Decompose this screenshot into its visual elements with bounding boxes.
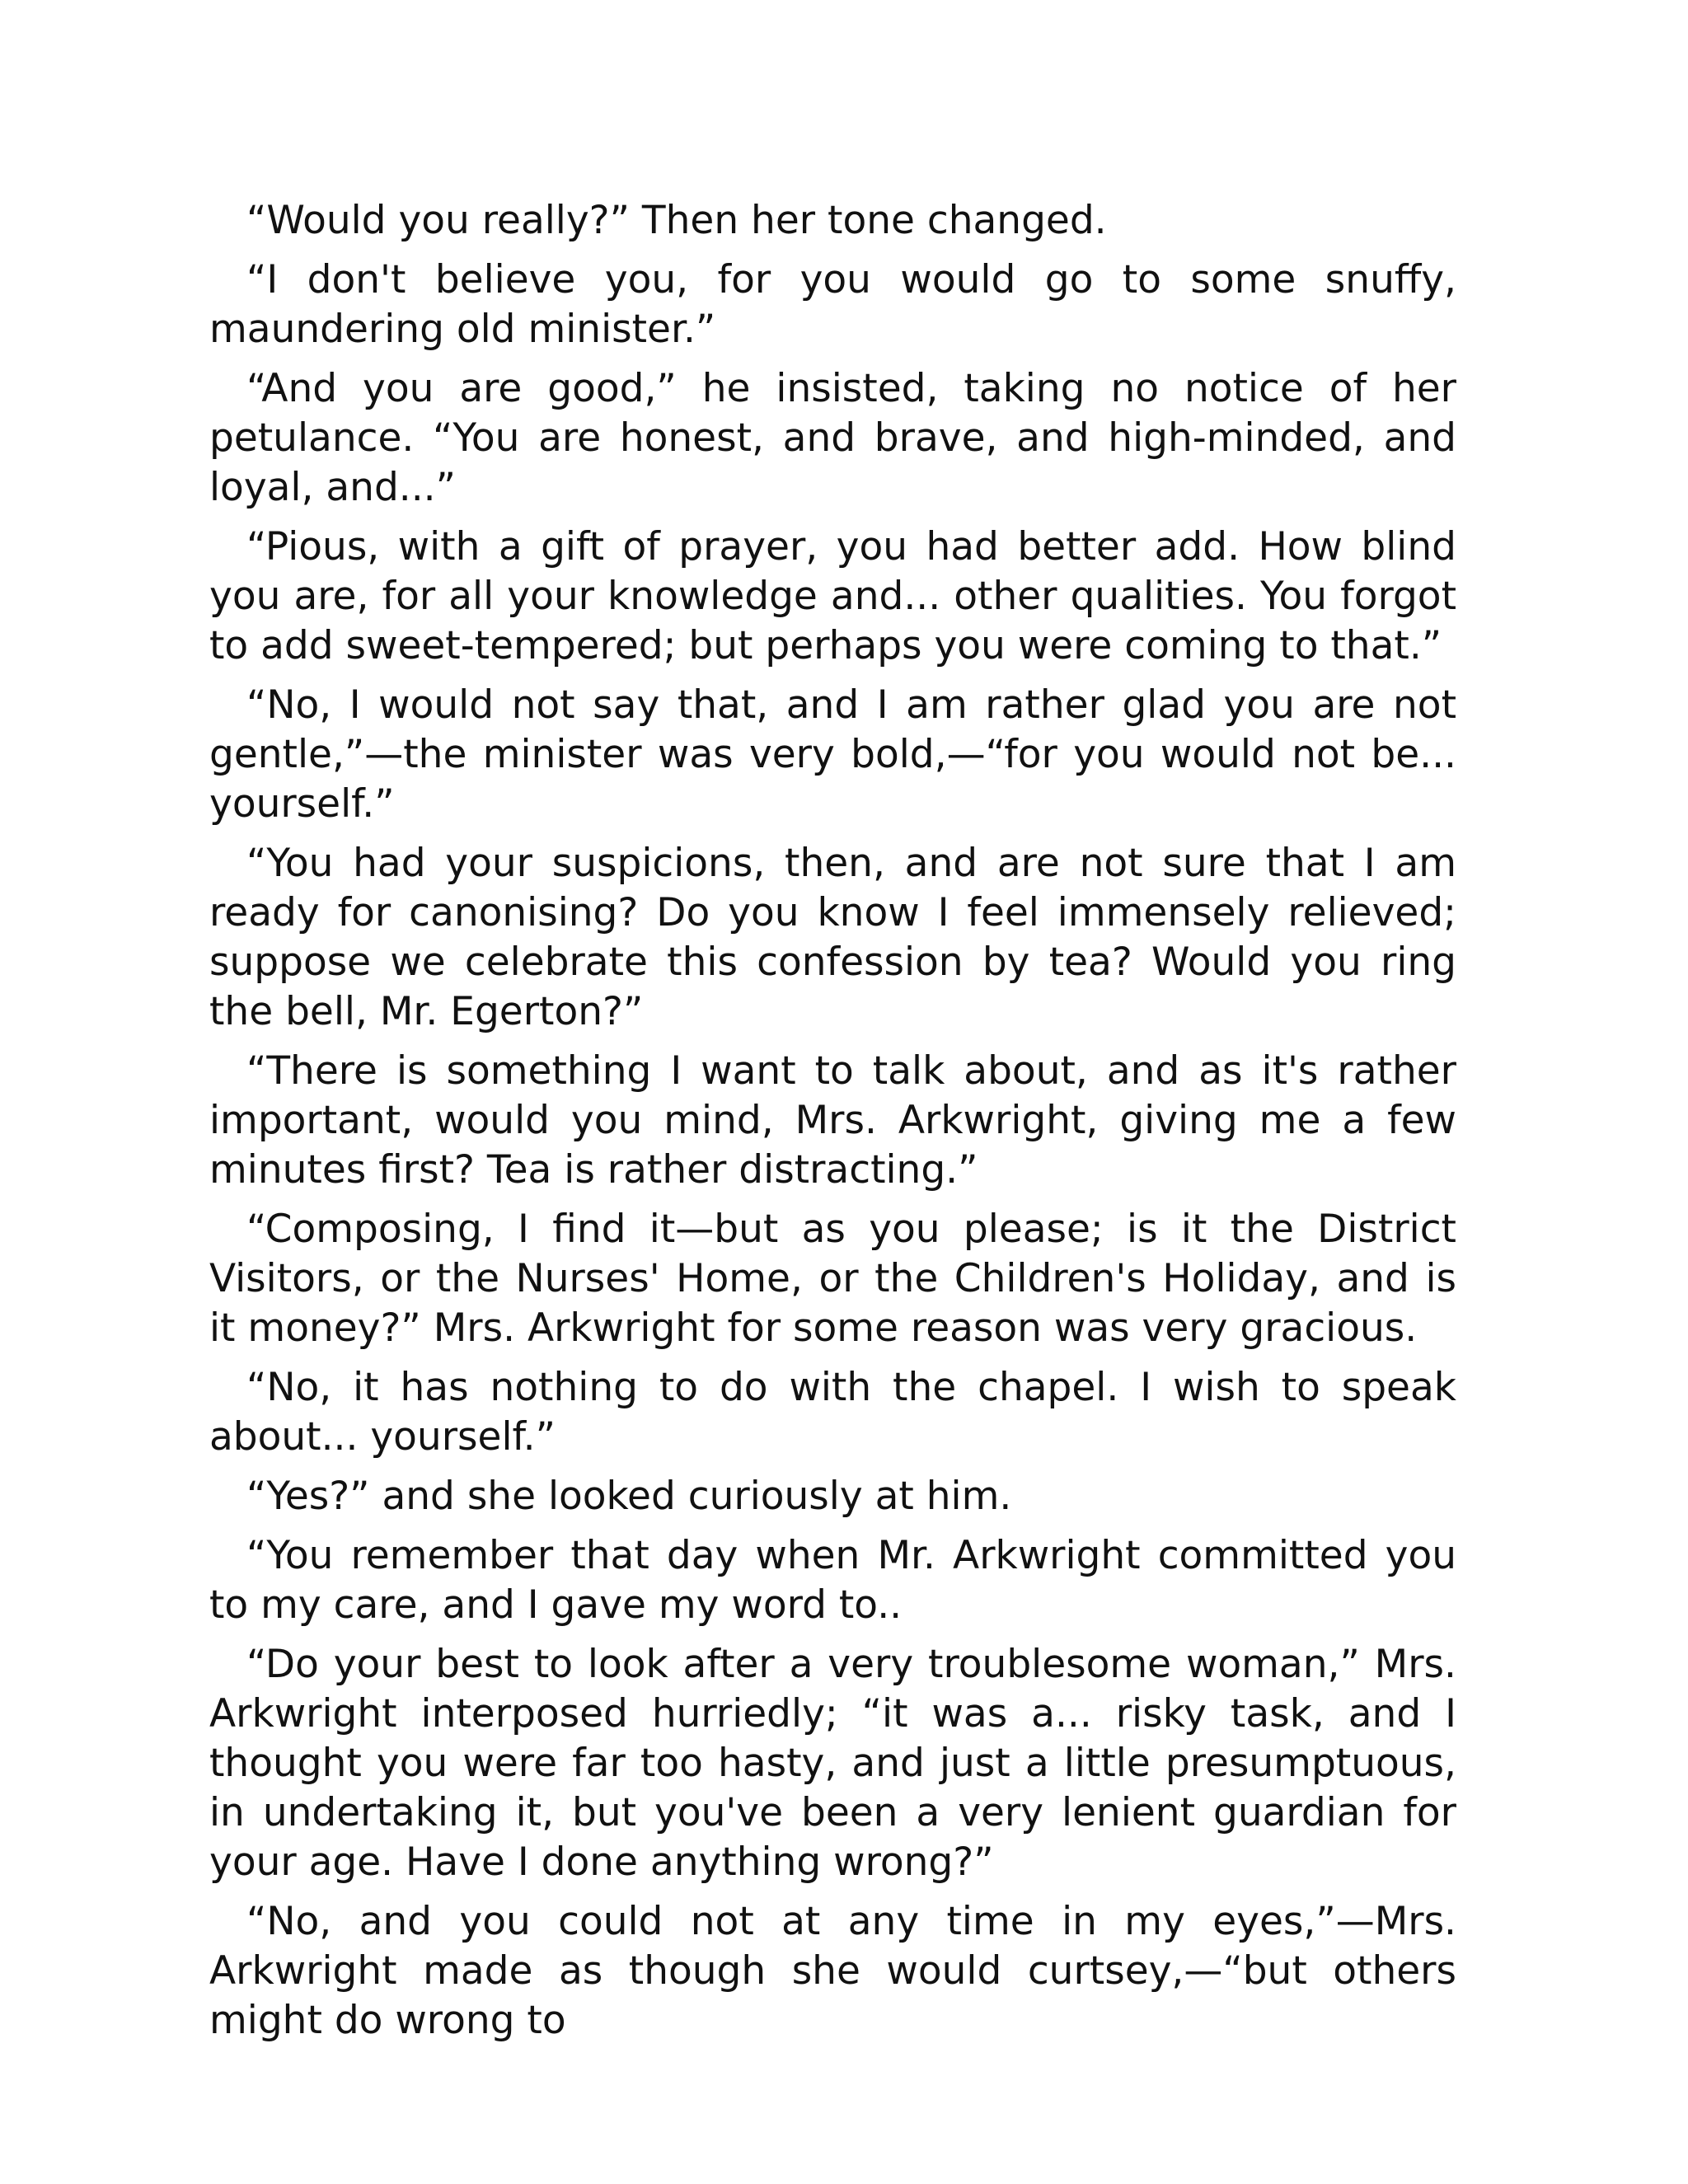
paragraph: “Yes?” and she looked curiously at him. [246, 1474, 1012, 1519]
paragraph: “And you are good,” he insisted, taking no notice of her petulance. “You are honest, and brave, and high-minded, and loyal, and...” [209, 366, 1456, 510]
paragraph: “Composing, I find it—but as you please; is it the District Visitors, or the Nurses' Home, or the Children's Holiday, and is it money?” Mrs. Arkwright for some reason was very gracious. [209, 1207, 1456, 1351]
paragraph: “There is something I want to talk about, and as it's rather important, would you mind, Mrs. Arkwright, giving me a few minutes first? Tea is rather distracting.” [209, 1048, 1456, 1193]
page-text [209, 196, 1456, 2055]
paragraph: “I don't believe you, for you would go to some snuffy, maundering old minister.” [209, 257, 1456, 352]
paragraph: “Would you really?” Then her tone changed. [246, 198, 1107, 243]
paragraph: “You remember that day when Mr. Arkwright committed you to my care, and I gave my word to.. [209, 1533, 1456, 1628]
paragraph-last: “No, and you could not at any time in my eyes,”—Mrs. Arkwright made as though she would curtsey,—“but others might do wrong to [209, 1899, 1456, 2043]
paragraph: “No, it has nothing to do with the chapel. I wish to speak about... yourself.” [209, 1365, 1456, 1460]
paragraph: “You had your suspicions, then, and are not sure that I am ready for canonising? Do you know I feel immensely relieved; suppose we celebrate this confession by tea? Would you ring the bell, Mr. Egerton?” [209, 841, 1456, 1034]
paragraph: “No, I would not say that, and I am rather glad you are not gentle,”—the minister was very bold,—“for you would not be... yourself.” [209, 682, 1456, 827]
paragraph: “Do your best to look after a very troublesome woman,” Mrs. Arkwright interposed hurriedly; “it was a... risky task, and I thought you were far too hasty, and just a little presumptuous, in undertaking it, but you've been a very lenient guardian for your age. Have I done anything wrong?” [209, 1642, 1456, 1885]
paragraph: “Pious, with a gift of prayer, you had better add. How blind you are, for all your knowledge and... other qualities. You forgot to add sweet-tempered; but perhaps you were coming to that.” [209, 524, 1456, 668]
